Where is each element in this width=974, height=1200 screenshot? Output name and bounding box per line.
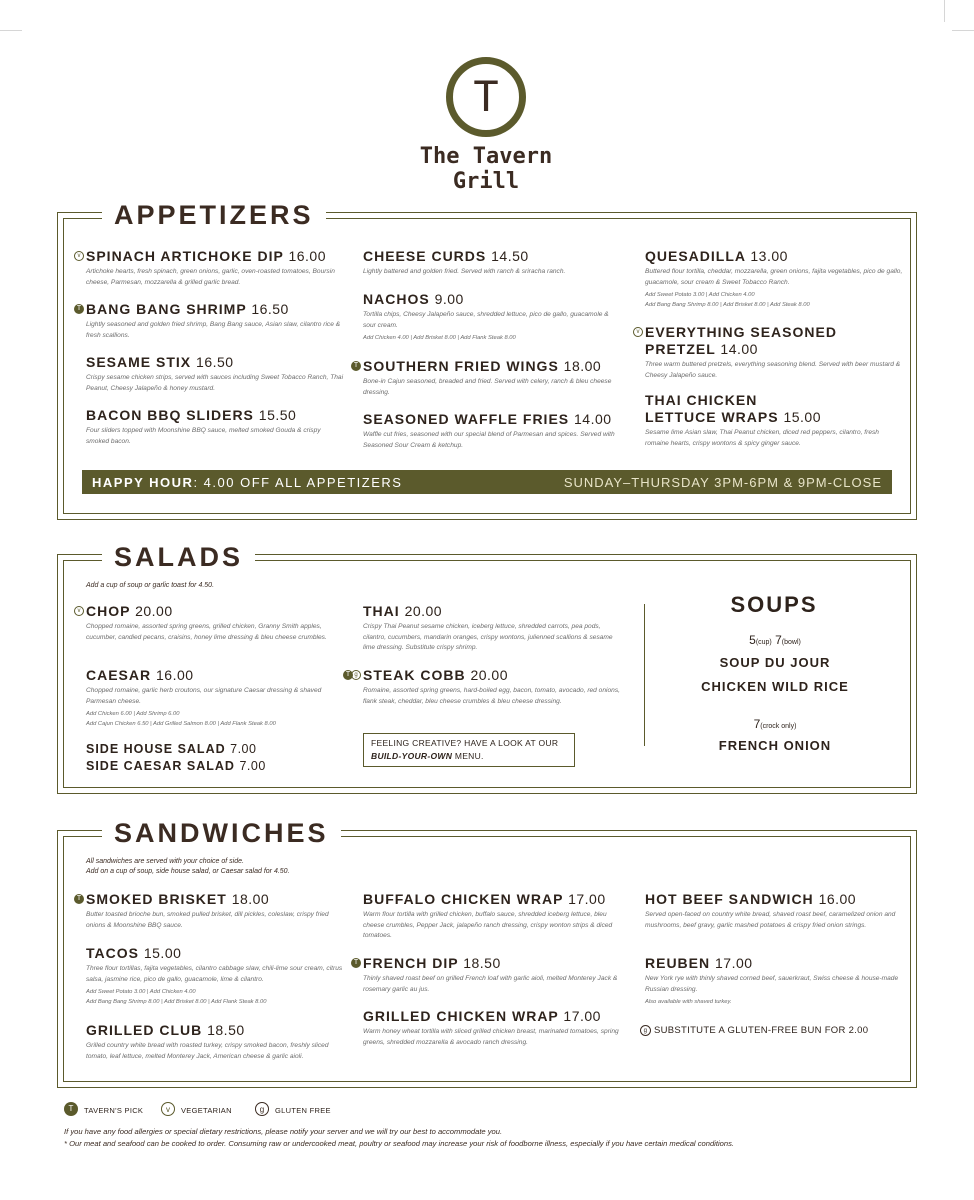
- happy-hour-times: SUNDAY–THURSDAY 3PM-6PM & 9PM-CLOSE: [563, 474, 882, 490]
- consumption-warning: * Our meat and seafood can be cooked to order. Consuming raw or undercooked meat, poultry or seafood may increase your risk of foodborne illness, especially if you have certain medical conditions.: [64, 1139, 735, 1148]
- crop-mark: [944, 0, 945, 22]
- soup-price-cup-bowl: 5(cup) 7(bowl): [749, 633, 801, 647]
- appetizers-title: APPETIZERS: [102, 200, 326, 230]
- restaurant-name-line2: Grill: [452, 169, 520, 194]
- gluten-free-icon: g: [640, 1025, 651, 1036]
- menu-item: T FRENCH DIP 18.50 Thinly shaved roast beef on grilled French loaf with garlic aioli, melted Monterey Jack & rosemary garlic au jus.: [363, 955, 621, 995]
- taverns-pick-icon: T: [351, 958, 361, 968]
- menu-item: QUESADILLA 13.00 Buttered flour tortilla, cheddar, mozzarella, green onions, fajita vegetables, pico de gallo, guacamole, sour cream & Sweet Tobacco Ranch. Add Sweet Potato 3.00 | Add Chicken 4.00 Add Bang Bang Shrimp 8.00 | Add Brisket 8.00 | Add Steak 8.00: [645, 248, 903, 308]
- menu-item: THAI 20.00 Crispy Thai Peanut sesame chicken, iceberg lettuce, shredded carrots, pea pods, cilantro, cucumbers, mandarin oranges, crispy wontons, julienned scallions & sesame lime dressing. Substitute crispy shrimp.: [363, 603, 613, 651]
- happy-hour-text: : 4.00 OFF ALL APPETIZERS: [193, 474, 403, 490]
- menu-item: HOT BEEF SANDWICH 16.00 Served open-faced on country white bread, shaved roast beef, caramelized onion and mushrooms, beef gravy, garlic mashed potatoes & crispy fried onion strings.: [645, 891, 896, 929]
- gluten-free-icon: g: [351, 670, 361, 680]
- gluten-free-icon: g: [255, 1102, 269, 1116]
- salads-note: Add a cup of soup or garlic toast for 4.50.: [86, 582, 215, 589]
- menu-item: BACON BBQ SLIDERS 15.50 Four sliders topped with Moonshine BBQ sauce, melted smoked Gouda & crispy smoked bacon.: [86, 407, 321, 445]
- crop-mark: [0, 30, 22, 31]
- menu-item: v CHOP 20.00 Chopped romaine, assorted spring greens, grilled chicken, Granny Smith apples, cucumber, candied pecans, craisins, honey lime dressing & bleu cheese crumbles.: [86, 603, 344, 643]
- taverns-pick-icon: T: [343, 670, 353, 680]
- menu-item: BUFFALO CHICKEN WRAP 17.00 Warm flour tortilla with grilled chicken, buffalo sauce, shredded iceberg lettuce, bleu cheese crumbles, Pepper Jack, jalapeño ranch dressing, crispy wonton strips & diced tomatoes.: [363, 891, 613, 939]
- menu-item: GRILLED CLUB 18.50 Grilled country white bread with roasted turkey, crispy smoked bacon, freshly sliced tomato, leaf lettuce, melted Monterey Jack, American cheese & garlic aioli.: [86, 1022, 329, 1060]
- soups-title: SOUPS: [730, 592, 818, 617]
- soup-item: SOUP DU JOUR: [719, 655, 831, 670]
- build-your-own-callout[interactable]: FEELING CREATIVE? HAVE A LOOK AT OUR BUILD-YOUR-OWN MENU.: [363, 733, 575, 767]
- soup-price-crock: 7(crock only): [753, 717, 797, 731]
- vegetarian-icon: v: [74, 251, 84, 261]
- soup-item: FRENCH ONION: [718, 738, 832, 753]
- gluten-free-bun-note: g SUBSTITUTE A GLUTEN-FREE BUN FOR 2.00: [640, 1025, 868, 1036]
- menu-item: v EVERYTHING SEASONED PRETZEL 14.00 Three warm buttered pretzels, everything seasoning blend. Served with beer mustard & Cheesy Jalapeño sauce.: [645, 324, 903, 381]
- menu-item: SIDE HOUSE SALAD 7.00 SIDE CAESAR SALAD 7.00: [86, 742, 266, 773]
- soup-item: CHICKEN WILD RICE: [701, 679, 849, 694]
- happy-hour-banner: [82, 470, 892, 494]
- menu-item: T BANG BANG SHRIMP 16.50 Lightly seasoned and golden fried shrimp, Bang Bang sauce, Asian slaw, cilantro rice & fresh scallions.: [86, 301, 344, 341]
- logo: [446, 57, 526, 137]
- menu-item: CAESAR 16.00 Chopped romaine, garlic herb croutons, our signature Caesar dressing & shaved Parmesan cheese. Add Chicken 6.00 | Add Shrimp 6.00 Add Cajun Chicken 6.50 | Add Grilled Salmon 8.00 | Add Flank Steak 8.00: [86, 667, 322, 727]
- legend-taverns-pick: TAVERN'S PICK: [84, 1106, 144, 1115]
- menu-item: THAI CHICKEN LETTUCE WRAPS 15.00 Sesame lime Asian slaw, Thai Peanut chicken, diced red peppers, cilantro, fresh romaine hearts, crispy wontons & spicy ginger sauce.: [645, 392, 879, 447]
- vegetarian-icon: v: [74, 606, 84, 616]
- vegetarian-icon: v: [161, 1102, 175, 1116]
- menu-item: SESAME STIX 16.50 Crispy sesame chicken strips, served with sauces including Sweet Tobacco Ranch, Thai Peanut, Cheesy Jalapeño & honey mustard.: [86, 354, 344, 392]
- allergy-notice: If you have any food allergies or special dietary restrictions, please notify your server and we will try our best to accommodate you.: [64, 1127, 503, 1136]
- taverns-pick-icon: T: [74, 894, 84, 904]
- happy-hour-label: HAPPY HOUR: [92, 474, 194, 490]
- legend-gluten-free: GLUTEN FREE: [275, 1106, 331, 1115]
- taverns-pick-icon: T: [74, 304, 84, 314]
- menu-item: v SPINACH ARTICHOKE DIP 16.00 Artichoke hearts, fresh spinach, green onions, garlic, oven-roasted tomatoes, Boursin cheese, Parmesan, mozzarella & grilled garlic bread.: [86, 248, 344, 288]
- logo-letter: T: [473, 72, 499, 121]
- menu-item: NACHOS 9.00 Tortilla chips, Cheesy Jalapeño sauce, shredded lettuce, pico de gallo, guacamole & sour cream. Add Chicken 4.00 | Add Brisket 8.00 | Add Flank Steak 8.00: [363, 291, 609, 341]
- taverns-pick-icon: T: [64, 1102, 78, 1116]
- restaurant-name: [386, 144, 586, 194]
- taverns-pick-icon: T: [351, 361, 361, 371]
- salads-title: SALADS: [102, 542, 255, 572]
- menu-item: TACOS 15.00 Three flour tortillas, fajita vegetables, cilantro cabbage slaw, chili-lime sour cream, citrus salsa, jasmine rice, pico de gallo, guacamole, lime & cilantro. Add Sweet Potato 3.00 | Add Chicken 4.00 Add Bang Bang Shrimp 8.00 | Add Brisket 8.00 | Add Flank Steak 8.00: [86, 945, 343, 1005]
- menu-item: T SMOKED BRISKET 18.00 Butter toasted brioche bun, smoked pulled brisket, dill pickles, coleslaw, crispy fried onions & Moonshine BBQ sauce.: [86, 891, 344, 931]
- menu-item: REUBEN 17.00 New York rye with thinly shaved corned beef, sauerkraut, Swiss cheese & house-made Russian dressing. Also available with shaved turkey.: [645, 955, 899, 1005]
- soups-divider: [644, 604, 645, 746]
- menu-item: T g STEAK COBB 20.00 Romaine, assorted spring greens, hard-boiled egg, bacon, tomato, avocado, red onions, flank steak, cheddar, bleu cheese crumbles & bleu cheese dressing.: [363, 667, 621, 707]
- crop-mark: [952, 30, 974, 31]
- sandwiches-note: All sandwiches are served with your choice of side. Add on a cup of soup, side house salad, or Caesar salad for 4.50.: [86, 858, 290, 875]
- menu-item: GRILLED CHICKEN WRAP 17.00 Warm honey wheat tortilla with sliced grilled chicken breast, marinated tomatoes, spring greens, shredded mozzarella & avocado ranch dressing.: [363, 1008, 619, 1046]
- vegetarian-icon: v: [633, 327, 643, 337]
- sandwiches-title: SANDWICHES: [102, 818, 341, 848]
- restaurant-name-line1: The Tavern: [419, 144, 553, 169]
- menu-item: T SOUTHERN FRIED WINGS 18.00 Bone-in Cajun seasoned, breaded and fried. Served with celery, ranch & bleu cheese dressing.: [363, 358, 621, 398]
- menu-item: SEASONED WAFFLE FRIES 14.00 Waffle cut fries, seasoned with our special blend of Parmesan and spices. Served with Seasoned Sour Cream & ketchup.: [363, 411, 615, 449]
- legend-vegetarian: VEGETARIAN: [181, 1106, 232, 1115]
- menu-item: CHEESE CURDS 14.50 Lightly battered and golden fried. Served with ranch & sriracha ranch.: [363, 248, 566, 275]
